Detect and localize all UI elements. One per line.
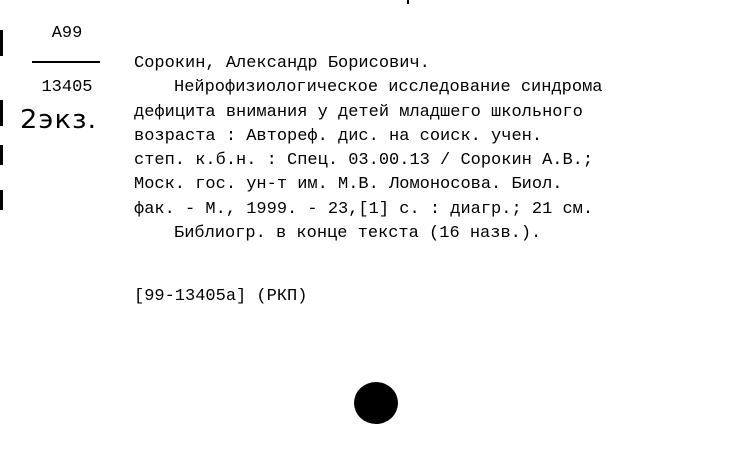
description-line: степ. к.б.н. : Спец. 03.00.13 / Сорокин А.В.;	[134, 151, 594, 171]
top-edge-mark	[407, 0, 409, 4]
call-number: [99-13405a] (РКП)	[134, 287, 308, 306]
shelf-mark: А99	[51, 24, 83, 43]
card-punch-hole	[354, 382, 398, 424]
author-heading: Сорокин, Александр Борисович.	[134, 54, 430, 73]
description-line: дефицита внимания у детей младшего школьного	[134, 102, 583, 122]
handwritten-copies-note: 2экз.	[20, 105, 98, 135]
inventory-number: 13405	[41, 78, 93, 97]
bibliography-note: Библиогр. в конце текста (16 назв.).	[174, 224, 542, 244]
card-left-edge-marks	[0, 20, 3, 200]
description-line: возраста : Автореф. дис. на соиск. учен.	[134, 126, 543, 146]
bibliographic-record	[134, 52, 744, 246]
shelf-mark-divider	[32, 61, 100, 63]
description-line: Нейрофизиологическое исследование синдрома	[174, 78, 603, 98]
description-line: Моск. гос. ун-т им. М.В. Ломоносова. Биол.	[134, 175, 563, 195]
description-line: фак. - М., 1999. - 23,[1] с. : диагр.; 21 см.	[134, 199, 594, 219]
